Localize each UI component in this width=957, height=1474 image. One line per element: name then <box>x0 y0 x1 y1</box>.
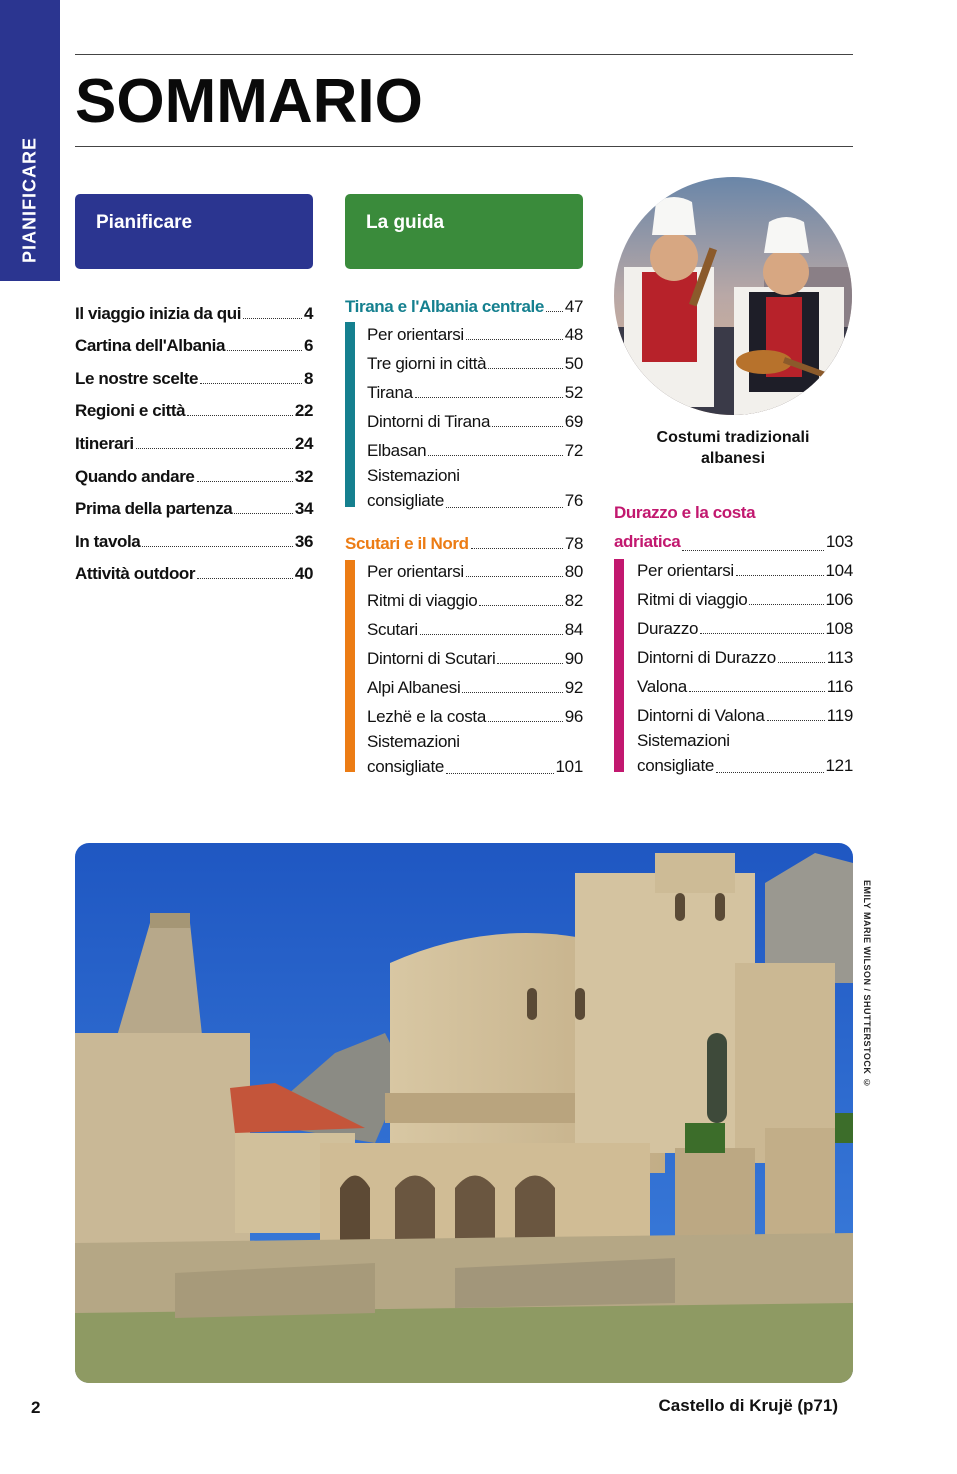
costume-photo-illustration <box>614 177 852 415</box>
side-tab-label: PIANIFICARE <box>19 136 40 264</box>
toc-entry[interactable]: Sistemazioni consigliate 121 <box>637 731 853 775</box>
toc-section-scutari[interactable]: Scutari e il Nord 78 <box>345 534 583 553</box>
toc-pianificare <box>75 291 313 584</box>
toc-entry[interactable]: Quando andare 32 <box>75 466 313 486</box>
page-title: SOMMARIO <box>75 67 423 136</box>
toc-entry[interactable]: Per orientarsi 48 <box>367 325 583 344</box>
toc-entry[interactable]: Durazzo 108 <box>637 619 853 638</box>
toc-entry[interactable]: Dintorni di Scutari 90 <box>367 649 583 668</box>
toc-entry[interactable]: Prima della partenza 34 <box>75 499 313 519</box>
toc-entry[interactable]: Tre giorni in città 50 <box>367 354 583 373</box>
title-rule-top <box>75 54 853 55</box>
toc-entry[interactable]: Il viaggio inizia da qui 4 <box>75 303 313 323</box>
castle-photo <box>75 843 853 1383</box>
toc-entry[interactable]: Dintorni di Durazzo 113 <box>637 648 853 667</box>
header-pianificare: Pianificare <box>75 194 313 269</box>
costume-photo <box>614 177 852 415</box>
toc-entry[interactable]: Per orientarsi 80 <box>367 562 583 581</box>
photo-credit: EMILY MARIE WILSON / SHUTTERSTOCK © <box>862 880 872 1088</box>
toc-entry[interactable]: Alpi Albanesi 92 <box>367 678 583 697</box>
toc-entry[interactable]: Attività outdoor 40 <box>75 564 313 584</box>
section-side-tab <box>0 0 60 281</box>
toc-entry[interactable]: Ritmi di viaggio 82 <box>367 591 583 610</box>
toc-section-durazzo[interactable]: Durazzo e la costa adriatica 103 <box>614 503 853 551</box>
toc-entry[interactable]: Itinerari 24 <box>75 433 313 453</box>
toc-entry[interactable]: Elbasan 72 <box>367 441 583 460</box>
toc-entry[interactable]: Valona 116 <box>637 677 853 696</box>
toc-entry[interactable]: Le nostre scelte 8 <box>75 368 313 388</box>
title-rule-bottom <box>75 146 853 147</box>
toc-entry[interactable]: Sistemazioni consigliate 76 <box>367 466 583 510</box>
section-bar-tirana <box>345 322 355 507</box>
costume-caption: Costumi tradizionali albanesi <box>656 429 810 467</box>
toc-entry[interactable]: Regioni e città 22 <box>75 401 313 421</box>
toc-entry[interactable]: Sistemazioni consigliate 101 <box>367 732 583 776</box>
section-bar-scutari <box>345 560 355 772</box>
toc-entry[interactable]: Per orientarsi 104 <box>637 561 853 580</box>
toc-entry[interactable]: Cartina dell'Albania 6 <box>75 336 313 356</box>
toc-entry[interactable]: Dintorni di Valona 119 <box>637 706 853 725</box>
toc-entry[interactable]: Dintorni di Tirana 69 <box>367 412 583 431</box>
castle-caption: Castello di Krujë (p71) <box>658 1396 838 1415</box>
toc-entry[interactable]: Scutari 84 <box>367 620 583 639</box>
toc-sublist-durazzo <box>637 552 853 778</box>
toc-entry[interactable]: Ritmi di viaggio 106 <box>637 590 853 609</box>
toc-entry[interactable]: Lezhë e la costa 96 <box>367 707 583 726</box>
header-la-guida: La guida <box>345 194 583 269</box>
toc-section-tirana[interactable]: Tirana e l'Albania centrale 47 <box>345 297 583 316</box>
castle-photo-illustration <box>75 843 853 1383</box>
toc-entry[interactable]: In tavola 36 <box>75 531 313 551</box>
toc-sublist-scutari <box>367 553 583 779</box>
page-number: 2 <box>31 1398 41 1417</box>
toc-entry[interactable]: Tirana 52 <box>367 383 583 402</box>
section-bar-durazzo <box>614 559 624 772</box>
toc-sublist-tirana <box>367 316 583 513</box>
